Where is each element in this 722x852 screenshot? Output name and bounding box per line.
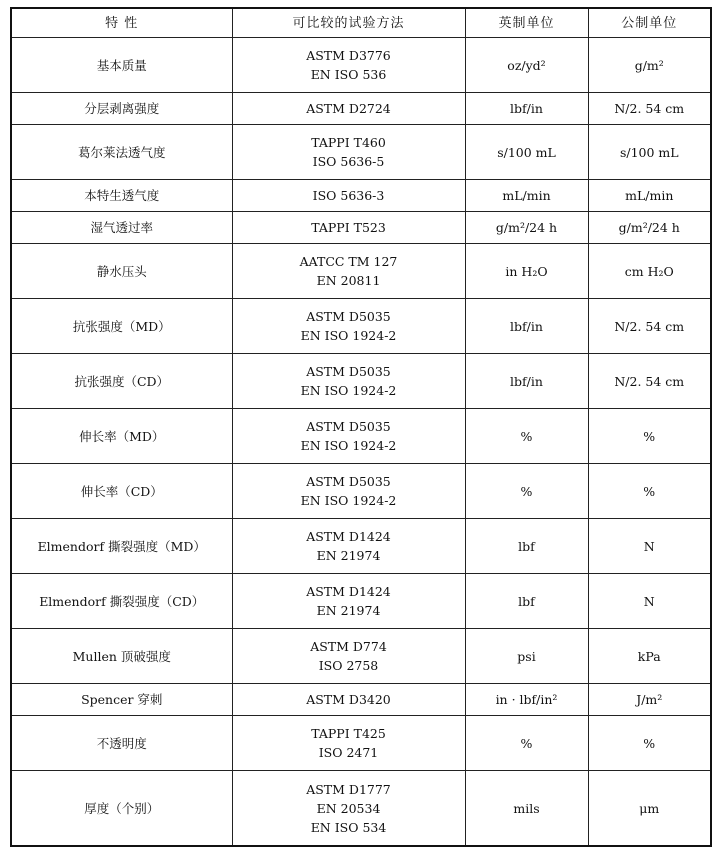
cell-metric: N: [588, 519, 711, 574]
cell-property: 湿气透过率: [11, 212, 232, 244]
cell-method: ASTM D1424 EN 21974: [232, 519, 465, 574]
table-row: [11, 629, 711, 684]
cell-imperial: psi: [465, 629, 588, 684]
cell-property: 本特生透气度: [11, 180, 232, 212]
header-property: 特 性: [11, 8, 232, 38]
cell-imperial: in H₂O: [465, 244, 588, 299]
cell-imperial: %: [465, 716, 588, 771]
cell-method: ASTM D5035 EN ISO 1924-2: [232, 354, 465, 409]
cell-property: 厚度（个别）: [11, 771, 232, 847]
cell-metric: %: [588, 409, 711, 464]
cell-method: TAPPI T523: [232, 212, 465, 244]
document: [10, 7, 712, 847]
cell-imperial: lbf: [465, 519, 588, 574]
cell-metric: mL/min: [588, 180, 711, 212]
cell-imperial: lbf/in: [465, 354, 588, 409]
cell-method: ASTM D3420: [232, 684, 465, 716]
cell-property: 不透明度: [11, 716, 232, 771]
cell-property: Spencer 穿刺: [11, 684, 232, 716]
cell-property: 伸长率（MD）: [11, 409, 232, 464]
cell-imperial: mils: [465, 771, 588, 847]
header-method: 可比较的试验方法: [232, 8, 465, 38]
cell-imperial: %: [465, 409, 588, 464]
table-row: [11, 464, 711, 519]
table-row: [11, 93, 711, 125]
cell-imperial: in · lbf/in²: [465, 684, 588, 716]
cell-metric: %: [588, 716, 711, 771]
cell-imperial: mL/min: [465, 180, 588, 212]
cell-method: ISO 5636-3: [232, 180, 465, 212]
cell-imperial: s/100 mL: [465, 125, 588, 180]
cell-metric: g/m²: [588, 38, 711, 93]
cell-method: ASTM D3776 EN ISO 536: [232, 38, 465, 93]
cell-metric: N/2. 54 cm: [588, 354, 711, 409]
cell-imperial: %: [465, 464, 588, 519]
cell-metric: %: [588, 464, 711, 519]
cell-property: 分层剥离强度: [11, 93, 232, 125]
cell-property: 静水压头: [11, 244, 232, 299]
cell-metric: μm: [588, 771, 711, 847]
table-row: [11, 409, 711, 464]
table-row: [11, 244, 711, 299]
table-row: [11, 212, 711, 244]
table-header-row: [11, 8, 711, 38]
table-body: [11, 38, 711, 847]
cell-imperial: lbf: [465, 574, 588, 629]
cell-property: 抗张强度（CD）: [11, 354, 232, 409]
cell-metric: N/2. 54 cm: [588, 93, 711, 125]
cell-method: ASTM D774 ISO 2758: [232, 629, 465, 684]
cell-metric: s/100 mL: [588, 125, 711, 180]
cell-method: ASTM D1424 EN 21974: [232, 574, 465, 629]
table-row: [11, 125, 711, 180]
header-metric: 公制单位: [588, 8, 711, 38]
cell-method: ASTM D5035 EN ISO 1924-2: [232, 409, 465, 464]
cell-metric: N: [588, 574, 711, 629]
cell-imperial: lbf/in: [465, 299, 588, 354]
cell-metric: cm H₂O: [588, 244, 711, 299]
header-imperial: 英制单位: [465, 8, 588, 38]
cell-imperial: g/m²/24 h: [465, 212, 588, 244]
cell-method: ASTM D5035 EN ISO 1924-2: [232, 299, 465, 354]
cell-property: 抗张强度（MD）: [11, 299, 232, 354]
cell-property: 基本质量: [11, 38, 232, 93]
cell-method: ASTM D1777 EN 20534 EN ISO 534: [232, 771, 465, 847]
table-row: [11, 716, 711, 771]
cell-property: Elmendorf 撕裂强度（CD）: [11, 574, 232, 629]
cell-property: Elmendorf 撕裂强度（MD）: [11, 519, 232, 574]
properties-table: [10, 7, 712, 847]
table-row: [11, 180, 711, 212]
cell-method: ASTM D5035 EN ISO 1924-2: [232, 464, 465, 519]
table-row: [11, 574, 711, 629]
cell-metric: g/m²/24 h: [588, 212, 711, 244]
cell-imperial: oz/yd²: [465, 38, 588, 93]
table-row: [11, 684, 711, 716]
cell-property: 葛尔莱法透气度: [11, 125, 232, 180]
cell-metric: J/m²: [588, 684, 711, 716]
cell-method: TAPPI T460 ISO 5636-5: [232, 125, 465, 180]
cell-method: TAPPI T425 ISO 2471: [232, 716, 465, 771]
table-row: [11, 38, 711, 93]
cell-method: AATCC TM 127 EN 20811: [232, 244, 465, 299]
table-row: [11, 299, 711, 354]
cell-metric: kPa: [588, 629, 711, 684]
table-row: [11, 771, 711, 847]
cell-imperial: lbf/in: [465, 93, 588, 125]
cell-method: ASTM D2724: [232, 93, 465, 125]
table-row: [11, 354, 711, 409]
cell-metric: N/2. 54 cm: [588, 299, 711, 354]
cell-property: 伸长率（CD）: [11, 464, 232, 519]
table-row: [11, 519, 711, 574]
cell-property: Mullen 顶破强度: [11, 629, 232, 684]
